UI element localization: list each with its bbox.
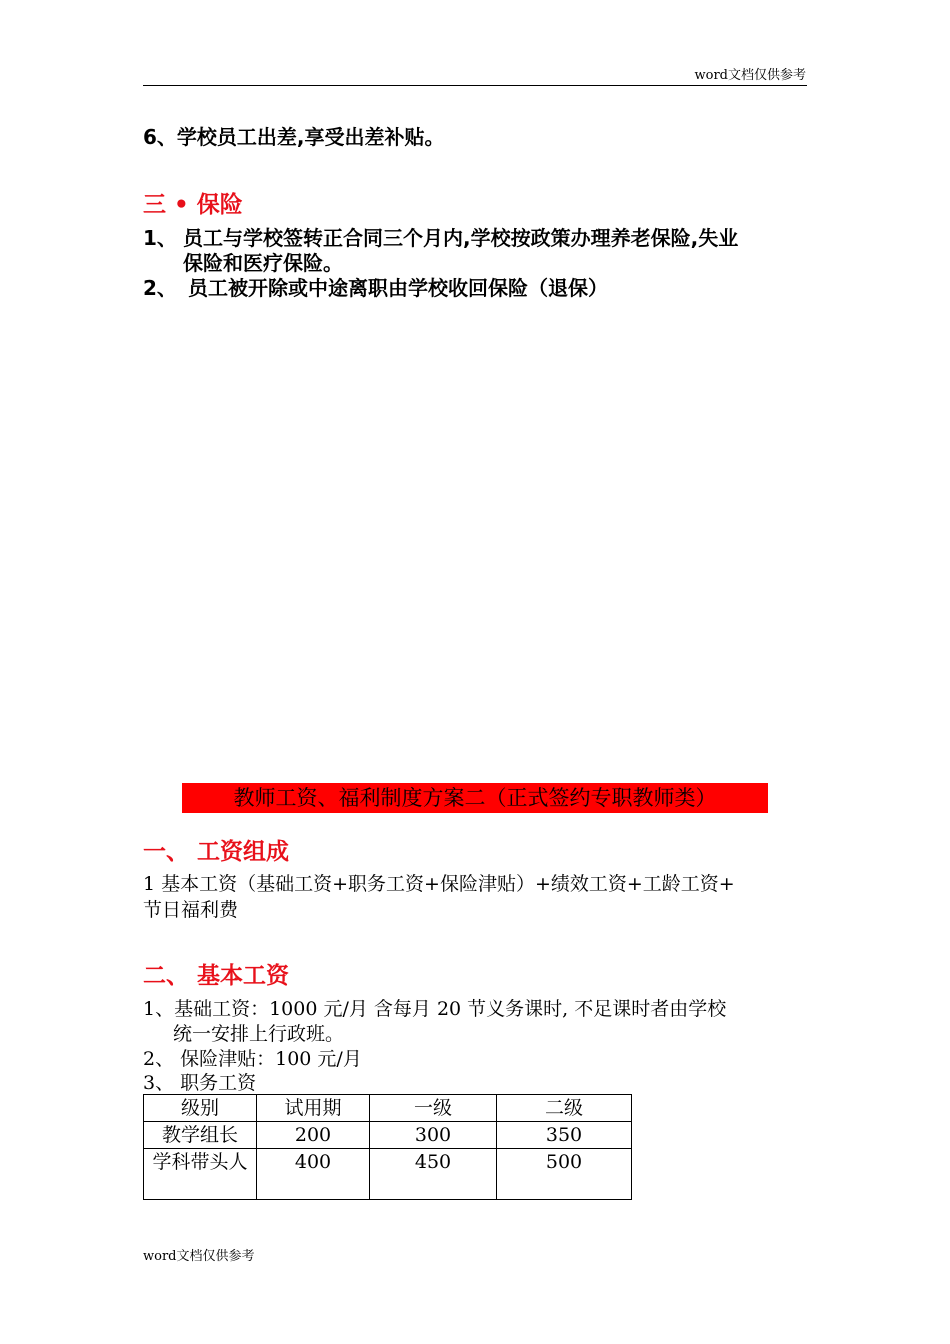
table-header-cell: 二级 [497,1095,632,1122]
insurance-item-2-number: 2、 [143,276,177,300]
table-header-cell: 试用期 [257,1095,370,1122]
salary-composition-line-2: 节日福利费 [143,899,239,921]
table-cell: 450 [370,1149,497,1200]
table-cell: 300 [370,1122,497,1149]
insurance-item-1-line-1: 员工与学校签转正合同三个月内,学校按政策办理养老保险,失业 [183,226,739,250]
table-header-cell: 一级 [370,1095,497,1122]
basic-salary-item-1-line-2: 统一安排上行政班。 [173,1023,345,1045]
table-row [144,1149,632,1200]
insurance-item-1-line-2: 保险和医疗保险。 [183,251,343,275]
header-rule [143,85,807,86]
table-cell: 学科带头人 [144,1149,257,1200]
table-cell: 400 [257,1149,370,1200]
table-cell: 200 [257,1122,370,1149]
plan-title-banner: 教师工资、福利制度方案二（正式签约专职教师类） [182,783,768,813]
welfare-item-6: 6、学校员工出差,享受出差补贴。 [143,125,445,149]
position-salary-table [143,1094,632,1200]
table-header-cell: 级别 [144,1095,257,1122]
salary-composition-line-1: 1 基本工资（基础工资+职务工资+保险津贴）+绩效工资+工龄工资+ [143,873,735,895]
basic-salary-item-2: 2、 保险津贴：100 元/月 [143,1048,362,1070]
salary-composition-heading: 一、 工资组成 [143,839,290,865]
insurance-item-2-text: 员工被开除或中途离职由学校收回保险（退保） [188,276,608,300]
table-row [144,1122,632,1149]
basic-salary-item-3: 3、 职务工资 [143,1072,257,1094]
basic-salary-item-1-line-1: 1、基础工资：1000 元/月 含每月 20 节义务课时, 不足课时者由学校 [143,998,727,1020]
page-header: word文档仅供参考 [694,68,806,83]
table-cell: 350 [497,1122,632,1149]
table-header-row [144,1095,632,1122]
table-cell: 教学组长 [144,1122,257,1149]
basic-salary-heading: 二、 基本工资 [143,963,290,989]
insurance-item-1-number: 1、 [143,226,177,250]
insurance-heading: 三 • 保险 [143,192,243,218]
page-footer: word文档仅供参考 [143,1249,255,1264]
table-cell: 500 [497,1149,632,1200]
